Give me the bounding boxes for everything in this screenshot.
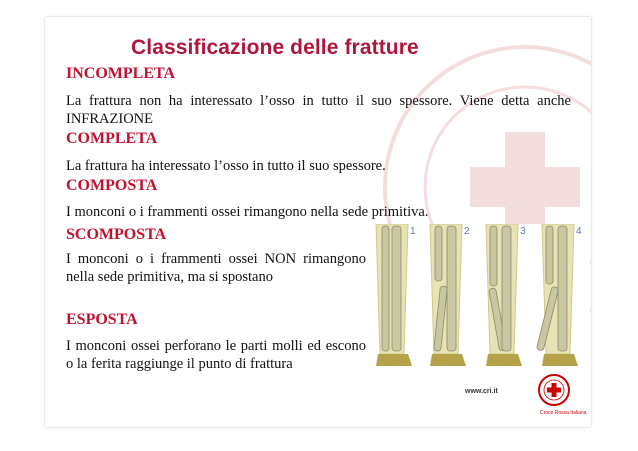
fracture-types-illustration xyxy=(368,224,590,374)
figure-label-4: 4 xyxy=(576,226,582,237)
red-cross-logo-icon xyxy=(537,373,571,407)
heading-scomposta: SCOMPOSTA xyxy=(66,226,167,243)
figure-label-1: 1 xyxy=(410,226,416,237)
heading-incompleta: INCOMPLETA xyxy=(66,65,176,82)
text-completa: La frattura ha interessato l’osso in tutto il suo spessore. xyxy=(66,158,386,174)
heading-completa: COMPLETA xyxy=(66,130,158,147)
slide xyxy=(45,17,591,427)
footer-url: www.cri.it xyxy=(465,388,498,395)
figure-label-3: 3 xyxy=(520,226,526,237)
text-incompleta: La frattura non ha interessato l’osso in tutto il suo spessore. Viene detta anche INFRAZIONE xyxy=(66,93,571,127)
heading-composta: COMPOSTA xyxy=(66,177,158,194)
text-composta: I monconi o i frammenti ossei rimangono nella sede primitiva. xyxy=(66,204,429,220)
footer-org: Croce Rossa Italiana xyxy=(540,410,587,416)
page-title: Classificazione delle fratture xyxy=(131,36,419,59)
figure-label-2: 2 xyxy=(464,226,470,237)
text-scomposta: I monconi o i frammenti ossei NON rimangono nella sede primitiva, ma si spostano xyxy=(66,251,366,285)
heading-esposta: ESPOSTA xyxy=(66,311,138,328)
text-esposta: I monconi ossei perforano le parti molli ed escono o la ferita raggiunge il punto di frattura xyxy=(66,338,366,372)
